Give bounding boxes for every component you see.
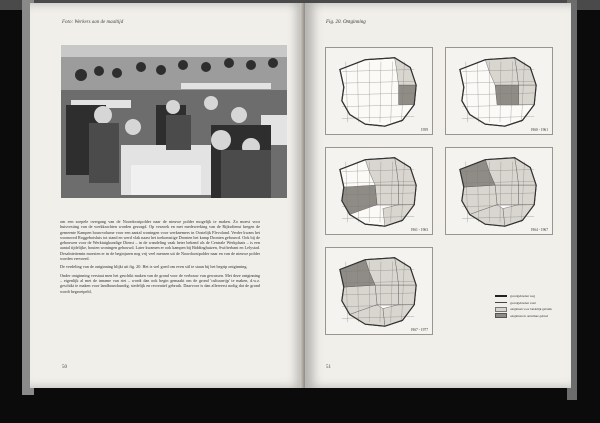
map-1959 — [325, 47, 433, 135]
map-svg-1961-1963 — [326, 148, 432, 234]
map-label: 1964 - 1967 — [530, 228, 548, 232]
legend-swatch-canal — [495, 302, 507, 303]
right-page-number: 51 — [326, 365, 331, 370]
right-page — [305, 3, 571, 388]
legend-item: grondgebieden weg — [495, 293, 555, 300]
left-page — [30, 3, 305, 388]
left-page-number: 50 — [62, 365, 67, 370]
photo-workers-dining-icon — [61, 45, 287, 198]
left-body-text — [60, 219, 260, 297]
reclaimed-region — [503, 205, 534, 227]
legend-swatch-dark — [495, 313, 507, 318]
reclaimed-region — [519, 85, 537, 105]
reclaimed-region — [399, 85, 417, 105]
reclaimed-region — [399, 185, 417, 205]
map-svg-1964-1967 — [446, 148, 552, 234]
reclaimed-region — [495, 185, 518, 205]
reclaimed-region — [495, 85, 518, 105]
figure-title: Fig. 20. Ontginning — [326, 20, 366, 25]
reclaimed-region — [383, 305, 414, 327]
paragraph-1: om een soepele overgang van de Noordoostpolder naar de nieuwe polder mogelijk te maken. Zo moest voor huisvesting van de werkkrachten worden gezorgd. Op verzoek en met medewerking van de Rijksdienst kregen de gemeente Kampen bouwvolume voor een aantal woningen voor werknemers in Oostelijk Flevoland. Verder kwam het woonoord Roggebotsluis tot stand en werd vlak naast het toekomstige Dronten het kamp Dronten gebouwd. Ook bij de gebouwen voor de Werktuigkundige Dienst – in de wandeling vaak heter bekend als de Centrale Werkplaats – is een aantal tijdelijke, houten woningen gebouwd. Later kwamen er ook kampen bij Biddinghuizen, Swifterbant en Lelystad. Desalniettemin moesten er in de beginjaren nog vrij veel mensen uit de Noordoostpolder naar en van de nieuwe polder worden vervoerd. — [60, 219, 260, 262]
map-1960-1961 — [445, 47, 553, 135]
map-label: 1967 - 1977 — [410, 328, 428, 332]
reclaimed-region — [375, 185, 398, 205]
paragraph-2: De verdeling van de ontginning blijkt uit fig. 20. Het is wel goed om even stil te staan bij het begrip ontginning. — [60, 264, 248, 270]
legend-swatch-road — [495, 295, 507, 297]
left-running-head: Foto: Werkers aan de maaltijd — [62, 20, 124, 25]
reclaimed-region — [399, 285, 417, 305]
map-label: 1960 - 1961 — [530, 128, 548, 132]
reclaimed-region — [383, 205, 414, 227]
legend-swatch-light — [495, 307, 507, 312]
legend-item: ontginnen in ontwikke gebied — [495, 313, 555, 320]
legend-item: grondgebieden vaart — [510, 300, 537, 305]
legend-item: ontginnen voor landelijk gebruik — [495, 306, 555, 313]
map-1967-1977 — [325, 247, 433, 335]
paragraph-3: Onder ontginning verstaat men het geschikt maken van de grond voor de verbouw van gewassen. Met deze ontginning – eigenlijk al met de inname van riet – wordt dan ook begin gemaakt om de grond 'cultuurrijp' te maken, d.w.z. geschikt te maken voor landbouwkundig, stedelijk en recreatief gebruik. Daarvoor is dan allereerst nodig dat de grond wordt begroeipeld, — [60, 272, 260, 294]
map-label: 1959 — [420, 128, 428, 132]
reclaimed-region — [519, 185, 537, 205]
map-1964-1967 — [445, 147, 553, 235]
reclaimed-region — [395, 58, 417, 85]
map-svg-1959 — [326, 48, 432, 134]
map-svg-1967-1977 — [326, 248, 432, 334]
map-legend — [495, 293, 555, 319]
map-svg-1960-1961 — [446, 48, 552, 134]
map-label: 1961 - 1963 — [410, 228, 428, 232]
reclaimed-region — [375, 285, 398, 305]
map-1961-1963 — [325, 147, 433, 235]
